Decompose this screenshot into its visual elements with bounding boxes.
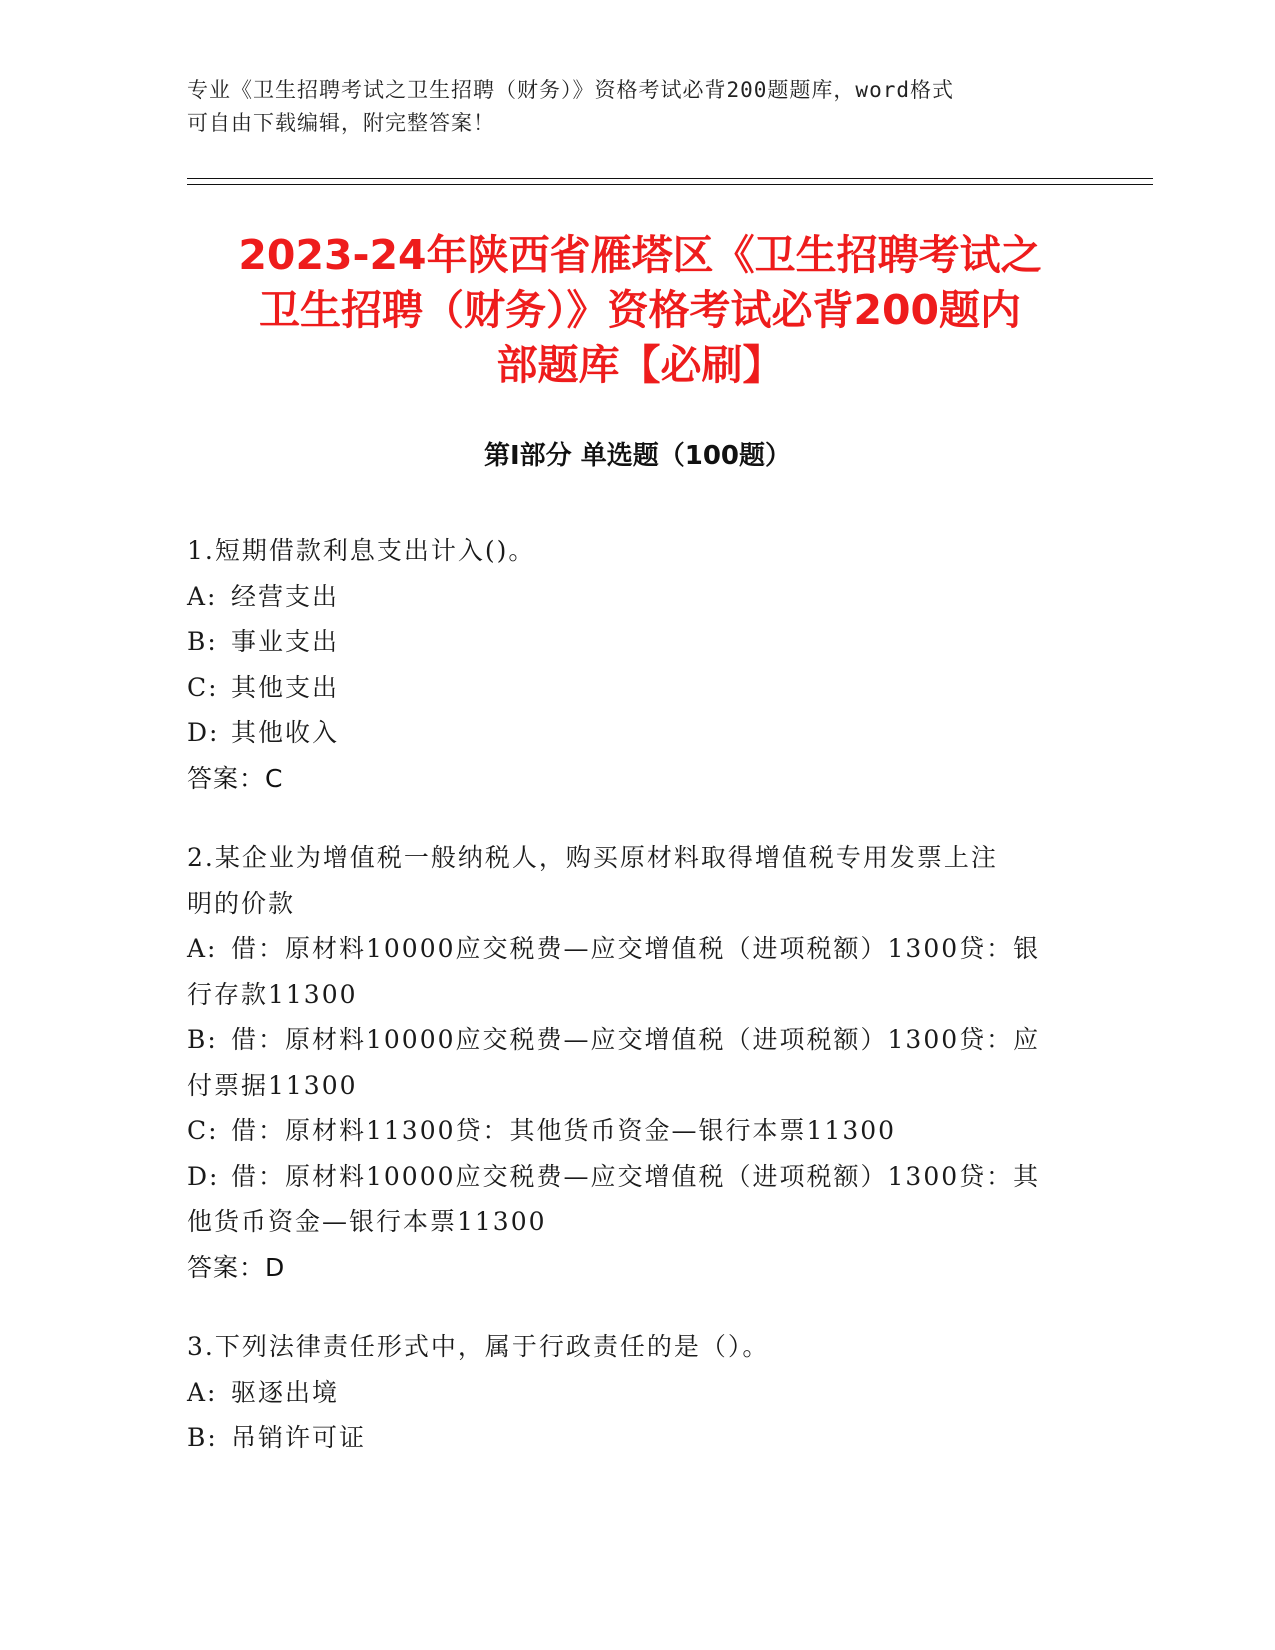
option-b	[187, 1017, 1082, 1063]
header-note	[187, 74, 1077, 140]
option-letter: C:	[187, 1116, 219, 1145]
option-a	[187, 1370, 1082, 1416]
option-text: 借：原材料10000应交税费—应交增值税（进项税额）1300贷：应	[231, 1025, 1041, 1054]
question-stem: 2.某企业为增值税一般纳税人，购买原材料取得增值税专用发票上注	[187, 843, 998, 872]
question-stem: 1.短期借款利息支出计入()。	[187, 536, 536, 565]
header-divider-bottom	[187, 184, 1153, 185]
section-heading: 第Ⅰ部分 单选题（100题）	[484, 441, 791, 471]
document-title	[160, 228, 1120, 393]
option-text: 其他支出	[231, 672, 340, 702]
option-d-continued: 他货币资金—银行本票11300	[187, 1207, 547, 1236]
option-b	[187, 619, 1082, 665]
document-title-line-3: 部题库【必刷】	[496, 341, 784, 389]
header-note-line-1: 专业《卫生招聘考试之卫生招聘（财务）》资格考试必背200题题库，word格式	[187, 78, 954, 102]
option-letter: B:	[187, 627, 218, 656]
question-stem-continued: 明的价款	[187, 888, 296, 918]
option-text: 事业支出	[231, 627, 340, 656]
option-b-continued: 付票据11300	[187, 1070, 358, 1100]
question-list	[187, 528, 1082, 1495]
option-text: 经营支出	[231, 581, 340, 611]
document-title-line-2: 卫生招聘（财务）》资格考试必背200题内	[258, 286, 1022, 334]
option-text: 吊销许可证	[231, 1423, 367, 1452]
option-letter: B:	[187, 1025, 218, 1054]
option-a	[187, 574, 1082, 620]
option-letter: D:	[187, 718, 220, 747]
header-divider-top	[187, 178, 1153, 179]
option-text: 其他收入	[231, 718, 340, 747]
option-letter: A:	[187, 934, 218, 963]
option-a	[187, 926, 1082, 972]
header-note-line-2: 可自由下载编辑，附完整答案！	[187, 111, 495, 135]
option-b	[187, 1415, 1082, 1461]
question-3	[187, 1324, 1082, 1461]
option-letter: C:	[187, 672, 219, 702]
answer: 答案：C	[187, 763, 284, 793]
option-text: 驱逐出境	[231, 1377, 340, 1407]
option-text: 借：原材料11300贷：其他货币资金—银行本票11300	[231, 1116, 897, 1145]
option-c	[187, 1108, 1082, 1154]
question-1	[187, 528, 1082, 801]
question-2	[187, 835, 1082, 1290]
option-d	[187, 1154, 1082, 1200]
option-c	[187, 665, 1082, 711]
option-text: 借：原材料10000应交税费—应交增值税（进项税额）1300贷：其	[231, 1161, 1041, 1191]
option-a-continued: 行存款11300	[187, 979, 358, 1009]
question-stem: 3.下列法律责任形式中，属于行政责任的是（）。	[187, 1332, 770, 1361]
option-letter: D:	[187, 1161, 220, 1191]
option-letter: A:	[187, 581, 218, 611]
option-d	[187, 710, 1082, 756]
option-letter: B:	[187, 1423, 218, 1452]
option-letter: A:	[187, 1377, 218, 1407]
option-text: 借：原材料10000应交税费—应交增值税（进项税额）1300贷：银	[231, 934, 1041, 963]
answer: 答案：D	[187, 1252, 286, 1282]
document-title-line-1: 2023-24年陕西省雁塔区《卫生招聘考试之	[238, 231, 1042, 279]
